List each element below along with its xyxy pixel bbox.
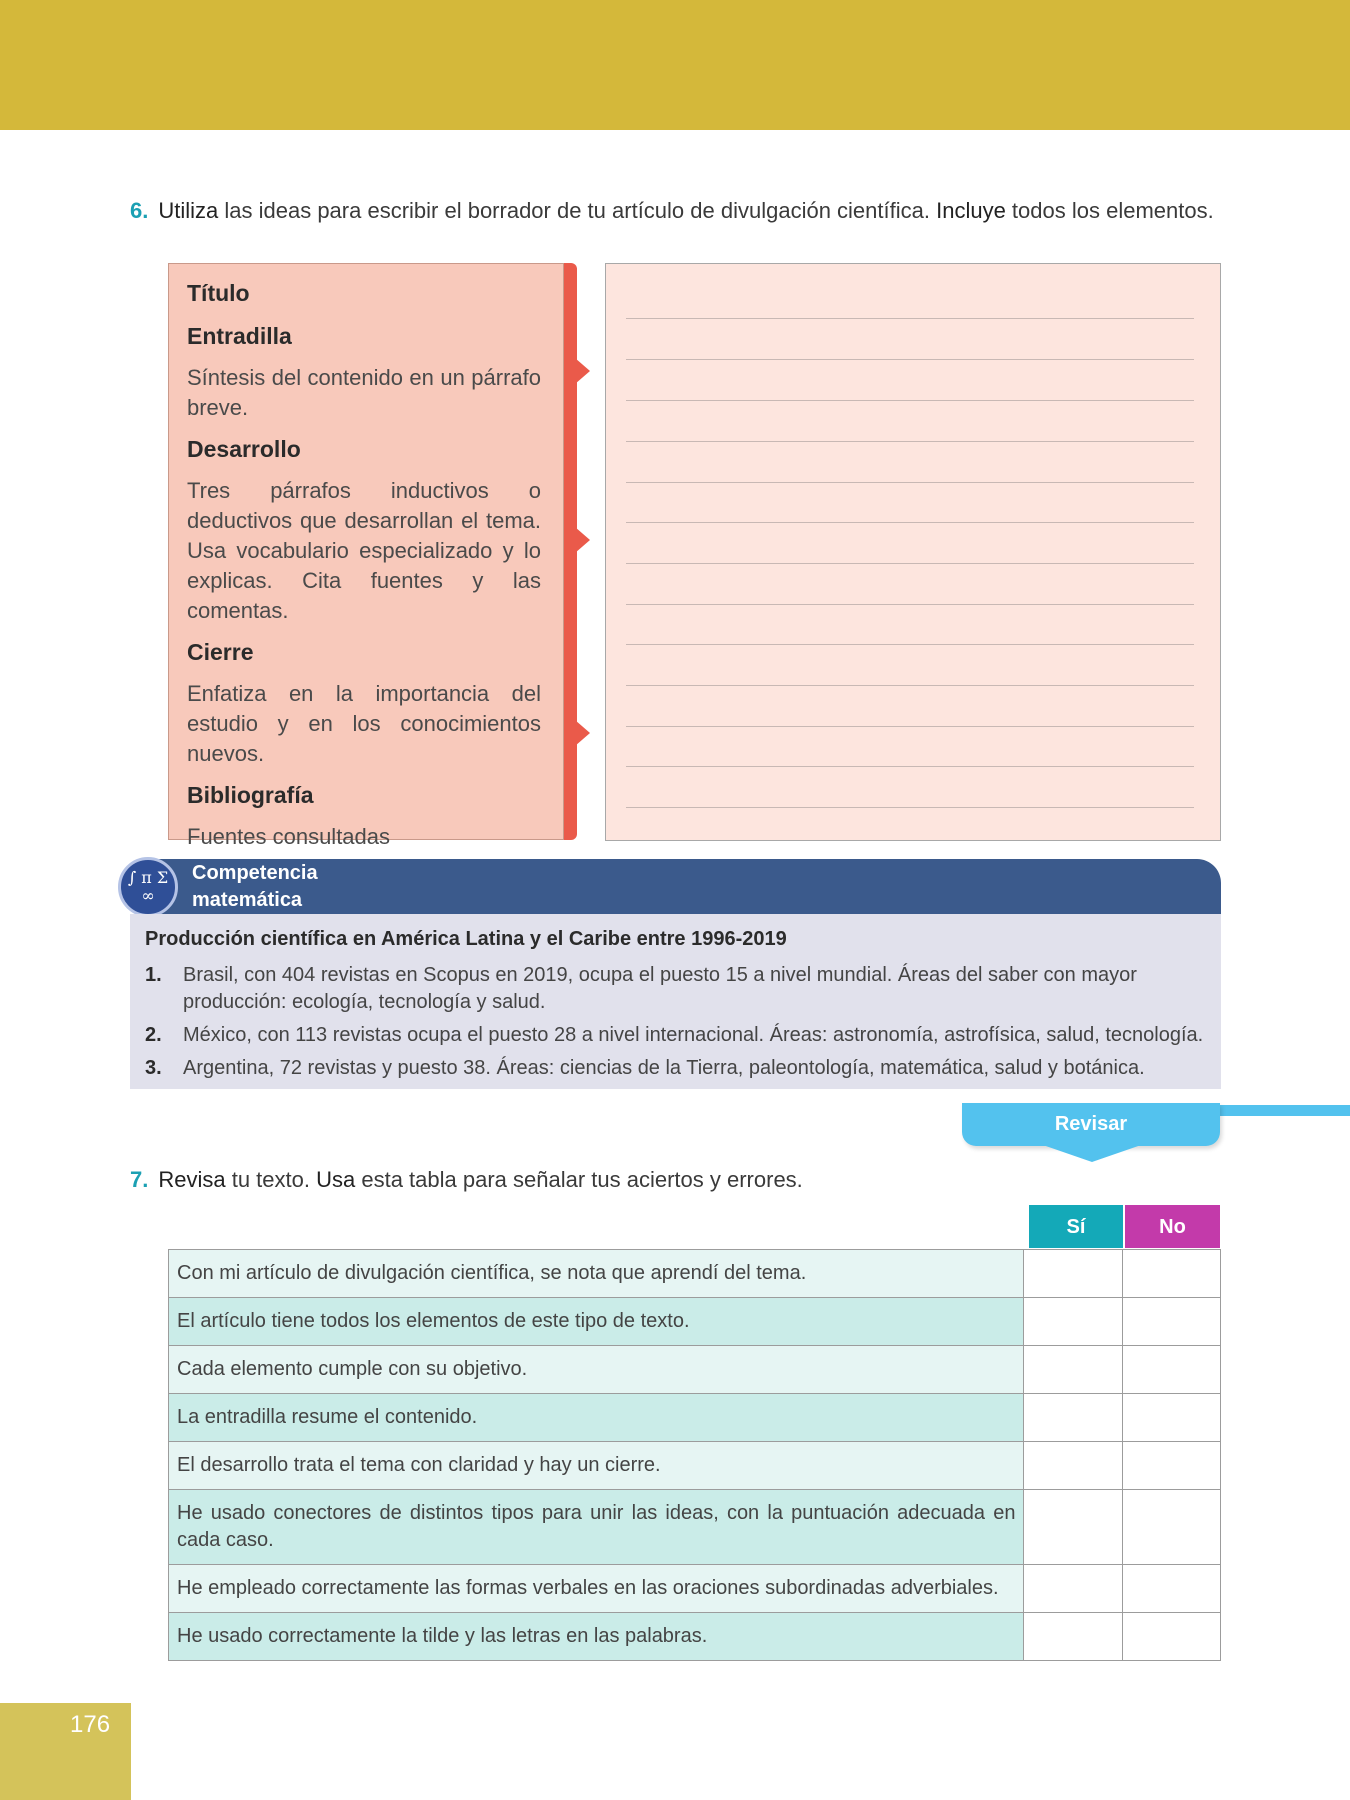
table-row <box>169 1346 1221 1394</box>
criterion-text: He usado conectores de distintos tipos para unir las ideas, con la puntuación adecuada en cada caso. <box>169 1490 1024 1565</box>
draft-writing-area[interactable] <box>605 263 1221 841</box>
writing-line <box>626 685 1194 686</box>
guide-heading-titulo: Título <box>187 280 250 306</box>
revisar-pointer-icon <box>1040 1144 1144 1162</box>
guide-text-bibliografia: Fuentes consultadas <box>187 824 391 849</box>
list-item: 1. Brasil, con 404 revistas en Scopus en 2019, ocupa el puesto 15 a nivel mundial. Áreas del saber con mayor producción: ecología, tecnología y salud. <box>145 964 1137 1013</box>
instruction-text: todos los elementos. <box>1005 198 1214 223</box>
criterion-text: He empleado correctamente las formas verbales en las oraciones subordinadas adverbiales. <box>169 1565 1024 1613</box>
math-symbols-icon: ∫ π Σ ∞ <box>118 857 178 917</box>
writing-line <box>626 482 1194 483</box>
instruction-verb: Revisa <box>158 1167 226 1192</box>
no-checkbox[interactable] <box>1122 1442 1220 1490</box>
revisar-tab: Revisar <box>962 1103 1220 1146</box>
si-checkbox[interactable] <box>1024 1250 1122 1298</box>
no-checkbox[interactable] <box>1122 1346 1220 1394</box>
writing-line <box>626 604 1194 605</box>
guide-heading-desarrollo: Desarrollo <box>187 436 301 462</box>
competencia-subtitle: Producción científica en América Latina y el Caribe entre 1996-2019 <box>145 928 787 950</box>
page-number: 176 <box>70 1711 111 1738</box>
table-row <box>169 1490 1221 1565</box>
criterion-text: Cada elemento cumple con su objetivo. <box>169 1346 1024 1394</box>
pointer-arrow-icon <box>575 720 590 746</box>
column-header-no: No <box>1124 1204 1221 1249</box>
pointer-arrow-icon <box>575 358 590 384</box>
no-checkbox[interactable] <box>1122 1250 1220 1298</box>
writing-line <box>626 726 1194 727</box>
si-checkbox[interactable] <box>1024 1298 1122 1346</box>
writing-line <box>626 359 1194 360</box>
writing-line <box>626 318 1194 319</box>
si-checkbox[interactable] <box>1024 1613 1122 1661</box>
writing-line <box>626 400 1194 401</box>
writing-line <box>626 563 1194 564</box>
si-checkbox[interactable] <box>1024 1565 1122 1613</box>
no-checkbox[interactable] <box>1122 1490 1220 1565</box>
list-item: 2. México, con 113 revistas ocupa el puesto 28 a nivel internacional. Áreas: astronomía, astrofísica, salud, tecnología. <box>145 1024 1204 1046</box>
competencia-title: Competencia matemática <box>192 862 318 911</box>
instruction-verb: Usa <box>316 1167 356 1192</box>
table-row <box>169 1613 1221 1661</box>
no-checkbox[interactable] <box>1122 1613 1220 1661</box>
question-6 <box>130 198 1230 224</box>
writing-line <box>626 807 1194 808</box>
guide-text-cierre: Enfatiza en la importancia del estudio y en los conocimientos nuevos. <box>187 681 541 766</box>
criterion-text: El desarrollo trata el tema con claridad y hay un cierre. <box>169 1442 1024 1490</box>
table-row <box>169 1565 1221 1613</box>
guide-text-entradilla: Síntesis del contenido en un párrafo breve. <box>187 365 541 420</box>
guide-heading-entradilla: Entradilla <box>187 323 292 349</box>
si-checkbox[interactable] <box>1024 1490 1122 1565</box>
instruction-text: esta tabla para señalar tus aciertos y errores. <box>355 1167 803 1192</box>
writing-line <box>626 522 1194 523</box>
criterion-text: La entradilla resume el contenido. <box>169 1394 1024 1442</box>
instruction-verb: Utiliza <box>158 198 219 223</box>
writing-line <box>626 441 1194 442</box>
question-number: 6. <box>130 198 149 223</box>
self-check-table <box>168 1249 1221 1661</box>
table-row <box>169 1250 1221 1298</box>
guide-text-desarrollo: Tres párrafos inductivos o deductivos que desarrollan el tema. Usa vocabulario especializado y lo explicas. Cita fuentes y las comentas. <box>187 478 541 623</box>
guide-heading-cierre: Cierre <box>187 639 254 665</box>
table-row <box>169 1442 1221 1490</box>
question-number: 7. <box>130 1167 149 1192</box>
instruction-verb: Incluye <box>936 198 1006 223</box>
instruction-text: las ideas para escribir el borrador de tu artículo de divulgación científica. <box>218 198 937 223</box>
writing-line <box>626 766 1194 767</box>
no-checkbox[interactable] <box>1122 1298 1220 1346</box>
criterion-text: El artículo tiene todos los elementos de este tipo de texto. <box>169 1298 1024 1346</box>
no-checkbox[interactable] <box>1122 1394 1220 1442</box>
si-checkbox[interactable] <box>1024 1442 1122 1490</box>
header-band <box>0 0 1350 130</box>
si-checkbox[interactable] <box>1024 1394 1122 1442</box>
revisar-strip <box>1200 1105 1350 1116</box>
instruction-text: tu texto. <box>225 1167 317 1192</box>
si-checkbox[interactable] <box>1024 1346 1122 1394</box>
column-header-si: Sí <box>1028 1204 1124 1249</box>
no-checkbox[interactable] <box>1122 1565 1220 1613</box>
criterion-text: He usado correctamente la tilde y las letras en las palabras. <box>169 1613 1024 1661</box>
writing-line <box>626 644 1194 645</box>
table-row <box>169 1394 1221 1442</box>
guide-heading-bibliografia: Bibliografía <box>187 782 314 808</box>
pointer-arrow-icon <box>575 527 590 553</box>
list-item: 3. Argentina, 72 revistas y puesto 38. Áreas: ciencias de la Tierra, paleontología, matemática, salud y botánica. <box>145 1057 1145 1079</box>
article-structure-guide <box>168 263 564 849</box>
question-7 <box>130 1167 803 1193</box>
table-row <box>169 1298 1221 1346</box>
criterion-text: Con mi artículo de divulgación científica, se nota que aprendí del tema. <box>169 1250 1024 1298</box>
page-number-tab <box>0 1703 131 1800</box>
